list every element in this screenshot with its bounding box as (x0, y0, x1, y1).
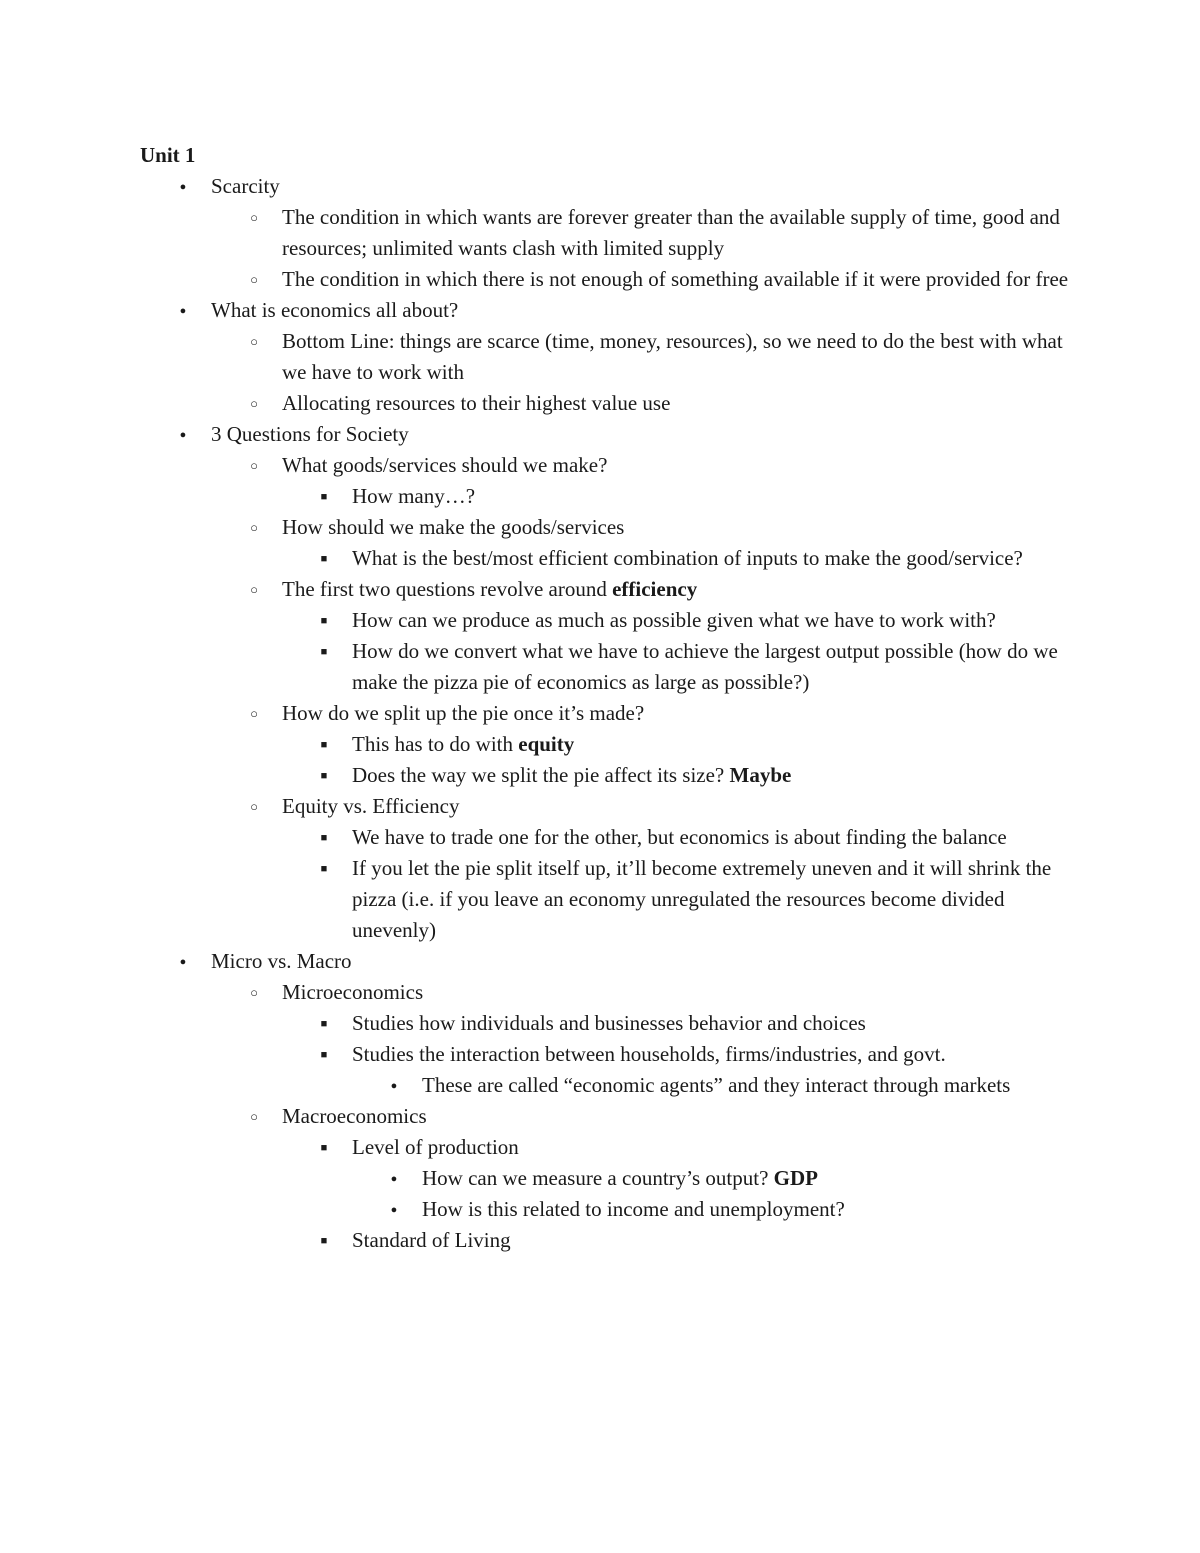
outline-item-text: Does the way we split the pie affect its size? Maybe (352, 763, 792, 787)
bullet-circle-icon (244, 388, 264, 419)
outline-item-text: Studies the interaction between households, firms/industries, and govt. (352, 1042, 946, 1066)
outline-item-level-3 (140, 1225, 1070, 1256)
bullet-disc-icon (173, 295, 193, 326)
outline-item-text: The first two questions revolve around efficiency (282, 577, 698, 601)
outline-item-text: How can we measure a country’s output? GDP (422, 1166, 818, 1190)
bullet-square-icon (314, 822, 334, 853)
document-page (140, 140, 1070, 1256)
bullet-circle-icon (244, 264, 264, 295)
outline-item-text: Scarcity (211, 174, 280, 198)
outline-item-level-3 (140, 729, 1070, 760)
outline-item-level-2 (140, 450, 1070, 481)
outline-item-level-1 (140, 171, 1070, 202)
outline-item-level-3 (140, 636, 1070, 698)
outline-item-text: How do we convert what we have to achieve the largest output possible (how do we make the pizza pie of economics as large as possible?) (352, 639, 1058, 694)
outline-item-level-4 (140, 1163, 1070, 1194)
outline-item-text: How can we produce as much as possible given what we have to work with? (352, 608, 996, 632)
outline-item-text: We have to trade one for the other, but economics is about finding the balance (352, 825, 1007, 849)
outline-item-text: How many…? (352, 484, 476, 508)
bullet-square-icon (314, 481, 334, 512)
outline-item-level-4 (140, 1194, 1070, 1225)
bullet-square-icon (314, 760, 334, 791)
outline-item-bold-term: GDP (773, 1166, 818, 1190)
bullet-disc-icon (384, 1070, 404, 1101)
bullet-square-icon (314, 605, 334, 636)
outline-item-bold-term: equity (518, 732, 575, 756)
outline-item-text: Micro vs. Macro (211, 949, 352, 973)
outline-item-text: This has to do with equity (352, 732, 575, 756)
outline-item-text: Microeconomics (282, 980, 424, 1004)
outline-item-level-2 (140, 698, 1070, 729)
bullet-square-icon (314, 729, 334, 760)
outline-item-text: Bottom Line: things are scarce (time, money, resources), so we need to do the best with what we have to work with (282, 329, 1063, 384)
outline-item-level-3 (140, 1039, 1070, 1070)
outline-item-text: If you let the pie split itself up, it’ll become extremely uneven and it will shrink the pizza (i.e. if you leave an economy unregulated the resources become divided unevenly) (352, 856, 1052, 942)
outline-item-text: Level of production (352, 1135, 519, 1159)
outline-item-level-1 (140, 946, 1070, 977)
outline-item-text: How is this related to income and unemployment? (422, 1197, 845, 1221)
bullet-circle-icon (244, 698, 264, 729)
bullet-circle-icon (244, 791, 264, 822)
outline-item-level-3 (140, 822, 1070, 853)
outline-item-level-2 (140, 264, 1070, 295)
bullet-circle-icon (244, 512, 264, 543)
bullet-circle-icon (244, 326, 264, 357)
outline-item-level-3 (140, 1132, 1070, 1163)
outline-item-text: Studies how individuals and businesses behavior and choices (352, 1011, 866, 1035)
bullet-square-icon (314, 543, 334, 574)
bullet-disc-icon (173, 419, 193, 450)
bullet-disc-icon (173, 171, 193, 202)
outline-item-level-2 (140, 791, 1070, 822)
outline-item-level-3 (140, 760, 1070, 791)
bullet-circle-icon (244, 574, 264, 605)
outline-item-level-3 (140, 1008, 1070, 1039)
outline-item-level-2 (140, 1101, 1070, 1132)
outline-item-level-3 (140, 605, 1070, 636)
outline-item-text: These are called “economic agents” and they interact through markets (422, 1073, 1011, 1097)
bullet-circle-icon (244, 202, 264, 233)
outline-item-text: Macroeconomics (282, 1104, 427, 1128)
outline-item-level-1 (140, 419, 1070, 450)
outline-item-level-2 (140, 512, 1070, 543)
outline-item-text: Standard of Living (352, 1228, 511, 1252)
notes-outline (140, 171, 1070, 1256)
outline-item-level-4 (140, 1070, 1070, 1101)
bullet-square-icon (314, 853, 334, 884)
bullet-disc-icon (384, 1194, 404, 1225)
outline-item-level-1 (140, 295, 1070, 326)
outline-item-text: How do we split up the pie once it’s made? (282, 701, 645, 725)
outline-item-level-3 (140, 543, 1070, 574)
outline-item-text: 3 Questions for Society (211, 422, 409, 446)
outline-item-text: What is the best/most efficient combination of inputs to make the good/service? (352, 546, 1023, 570)
bullet-disc-icon (384, 1163, 404, 1194)
outline-item-text: What is economics all about? (211, 298, 459, 322)
outline-item-level-2 (140, 202, 1070, 264)
outline-item-text: Allocating resources to their highest value use (282, 391, 671, 415)
outline-item-level-2 (140, 977, 1070, 1008)
outline-item-bold-term: Maybe (729, 763, 792, 787)
outline-item-level-3 (140, 853, 1070, 946)
outline-item-text: How should we make the goods/services (282, 515, 625, 539)
outline-item-text: The condition in which there is not enough of something available if it were provided for free (282, 267, 1069, 291)
bullet-square-icon (314, 1132, 334, 1163)
bullet-square-icon (314, 1008, 334, 1039)
bullet-disc-icon (173, 946, 193, 977)
outline-item-text: The condition in which wants are forever greater than the available supply of time, good and resources; unlimited wants clash with limited supply (282, 205, 1060, 260)
bullet-square-icon (314, 1225, 334, 1256)
outline-item-level-2 (140, 388, 1070, 419)
outline-item-text: What goods/services should we make? (282, 453, 608, 477)
outline-item-bold-term: efficiency (612, 577, 698, 601)
outline-item-level-2 (140, 326, 1070, 388)
bullet-square-icon (314, 636, 334, 667)
bullet-square-icon (314, 1039, 334, 1070)
outline-item-level-3 (140, 481, 1070, 512)
document-title: Unit 1 (140, 143, 196, 167)
outline-item-text: Equity vs. Efficiency (282, 794, 460, 818)
bullet-circle-icon (244, 450, 264, 481)
bullet-circle-icon (244, 1101, 264, 1132)
outline-item-level-2 (140, 574, 1070, 605)
bullet-circle-icon (244, 977, 264, 1008)
